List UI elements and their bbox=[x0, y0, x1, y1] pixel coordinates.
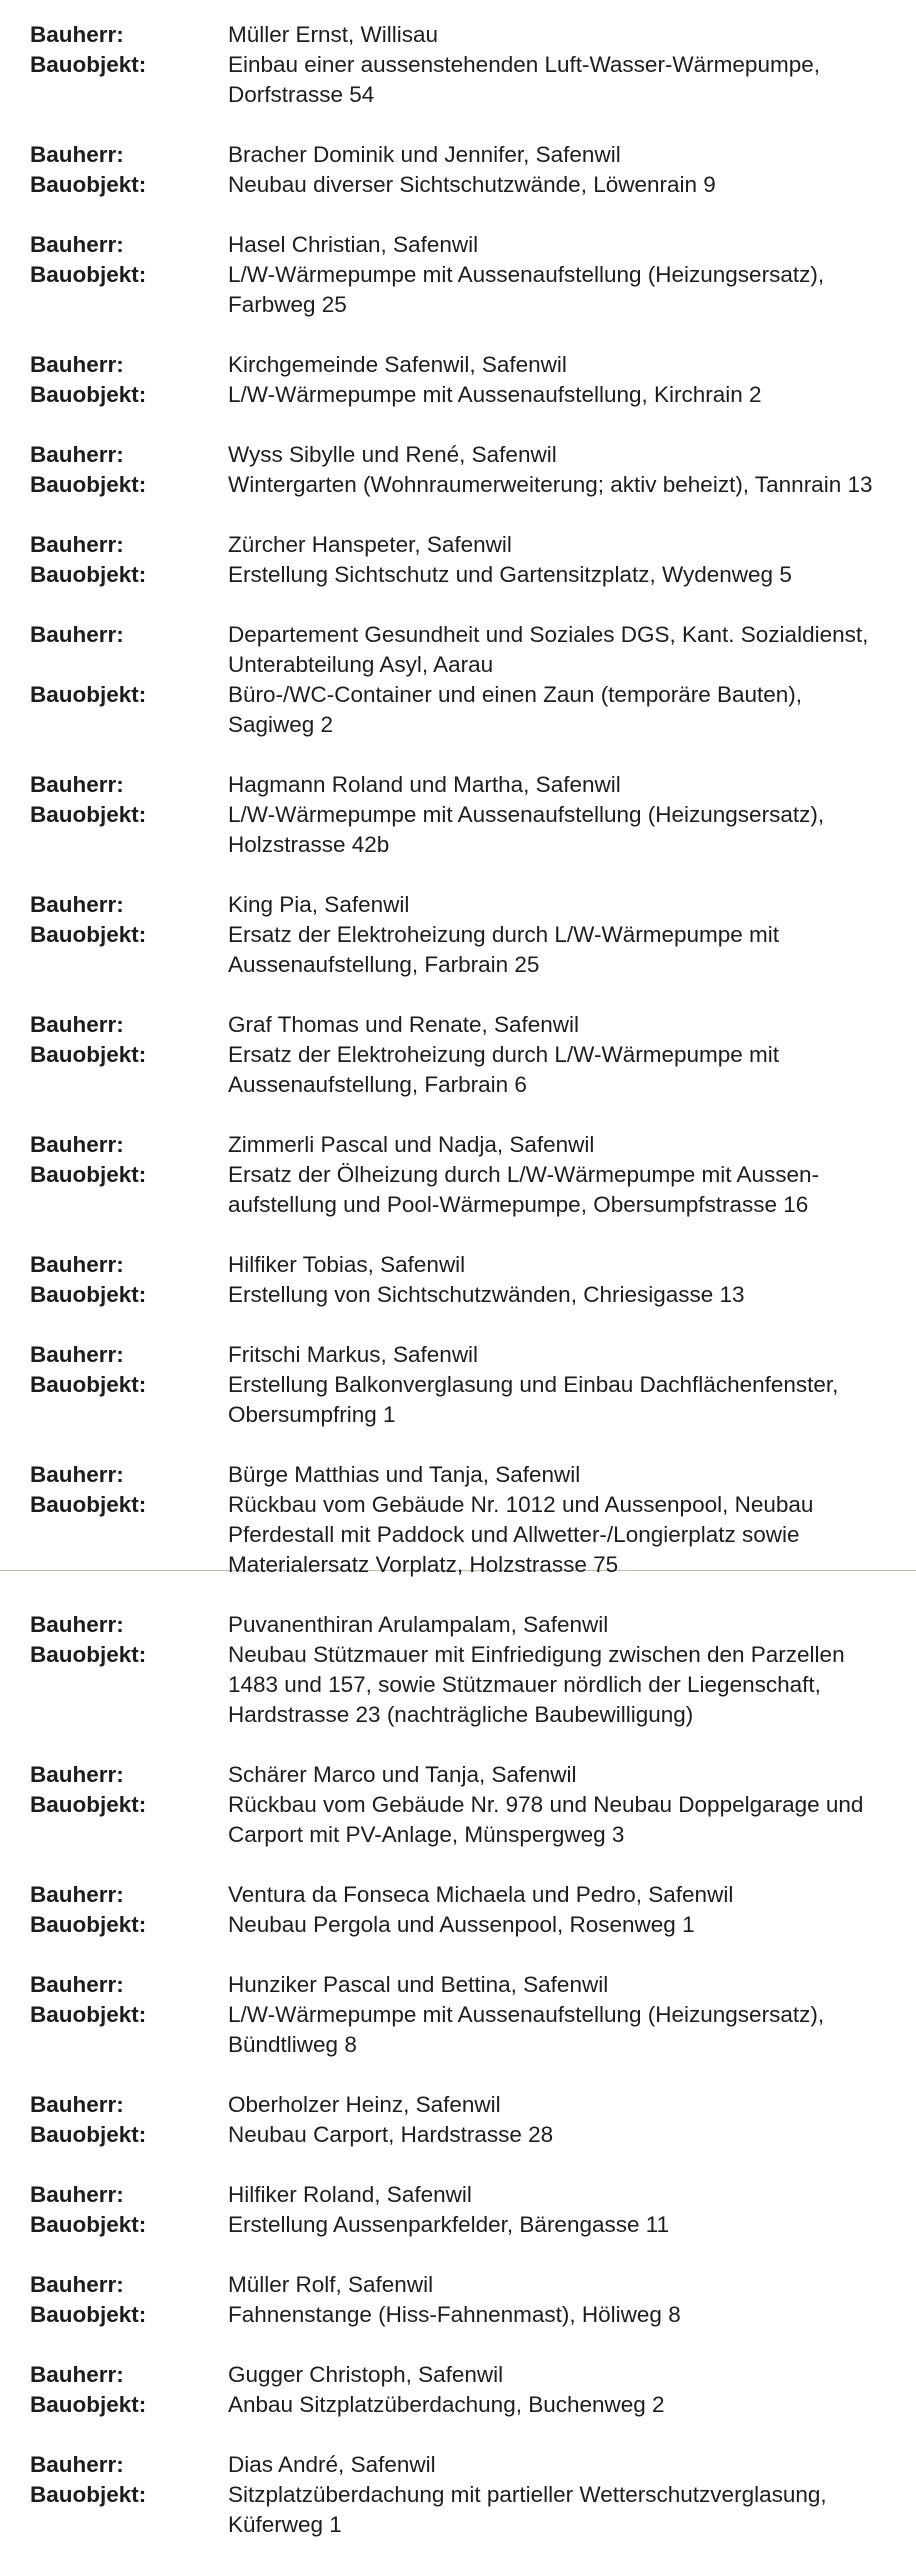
object-value: Erstellung Sichtschutz und Gartensitzplatz, Wydenweg 5 bbox=[228, 562, 792, 587]
permit-entry bbox=[0, 1340, 916, 1430]
object-row bbox=[0, 170, 916, 200]
owner-row bbox=[0, 1340, 916, 1370]
owner-row bbox=[0, 2090, 916, 2120]
permit-entry bbox=[0, 1460, 916, 1580]
owner-label: Bauherr: bbox=[30, 1762, 124, 1787]
owner-value: Hilfiker Tobias, Safenwil bbox=[228, 1252, 466, 1277]
object-value: Erstellung Balkonverglasung und Einbau Dachflächenfenster, Obersumpfring 1 bbox=[228, 1372, 839, 1427]
owner-value: Ventura da Fonseca Michaela und Pedro, Safenwil bbox=[228, 1882, 734, 1907]
object-label: Bauobjekt: bbox=[30, 2302, 147, 2327]
owner-row bbox=[0, 1250, 916, 1280]
object-label: Bauobjekt: bbox=[30, 1642, 147, 1667]
owner-value: Departement Gesundheit und Soziales DGS, Kant. Sozialdienst, Unterabteilung Asyl, Aarau bbox=[228, 622, 869, 677]
owner-value: Schärer Marco und Tanja, Safenwil bbox=[228, 1762, 577, 1787]
permit-entry bbox=[0, 890, 916, 980]
owner-value: Gugger Christoph, Safenwil bbox=[228, 2362, 504, 2387]
owner-label: Bauherr: bbox=[30, 1012, 124, 1037]
permit-entry bbox=[0, 230, 916, 320]
object-label: Bauobjekt: bbox=[30, 2212, 147, 2237]
owner-label: Bauherr: bbox=[30, 1972, 124, 1997]
object-value: Rückbau vom Gebäude Nr. 1012 und Aussenpool, Neubau Pferdestall mit Paddock und Allwetter-/Longierplatz sowie Materialersatz Vorplatz, Holzstrasse 75 bbox=[228, 1492, 814, 1577]
object-label: Bauobjekt: bbox=[30, 922, 147, 947]
permit-entry bbox=[0, 1760, 916, 1850]
owner-label: Bauherr: bbox=[30, 2272, 124, 2297]
object-row bbox=[0, 260, 916, 320]
object-label: Bauobjekt: bbox=[30, 1492, 147, 1517]
object-row bbox=[0, 680, 916, 740]
owner-value: Hagmann Roland und Martha, Safenwil bbox=[228, 772, 621, 797]
owner-value: Müller Rolf, Safenwil bbox=[228, 2272, 434, 2297]
object-row bbox=[0, 560, 916, 590]
object-row bbox=[0, 2480, 916, 2540]
owner-label: Bauherr: bbox=[30, 622, 124, 647]
object-row bbox=[0, 1370, 916, 1430]
owner-label: Bauherr: bbox=[30, 142, 124, 167]
owner-row bbox=[0, 620, 916, 680]
permit-entry bbox=[0, 350, 916, 410]
object-row bbox=[0, 2300, 916, 2330]
owner-row bbox=[0, 1460, 916, 1490]
permit-entry bbox=[0, 2270, 916, 2330]
owner-label: Bauherr: bbox=[30, 1462, 124, 1487]
object-value: Fahnenstange (Hiss-Fahnenmast), Höliweg 8 bbox=[228, 2302, 681, 2327]
object-value: Ersatz der Elektroheizung durch L/W-Wärmepumpe mit Aussenaufstellung, Farbrain 25 bbox=[228, 922, 780, 977]
object-row bbox=[0, 920, 916, 980]
object-label: Bauobjekt: bbox=[30, 472, 147, 497]
owner-value: Zimmerli Pascal und Nadja, Safenwil bbox=[228, 1132, 595, 1157]
owner-row bbox=[0, 20, 916, 50]
permit-entry bbox=[0, 140, 916, 200]
permit-entry bbox=[0, 2180, 916, 2240]
owner-label: Bauherr: bbox=[30, 2452, 124, 2477]
permit-entry bbox=[0, 2360, 916, 2420]
object-value: L/W-Wärmepumpe mit Aussenaufstellung (Heizungsersatz), Bündtliweg 8 bbox=[228, 2002, 825, 2057]
object-label: Bauobjekt: bbox=[30, 1282, 147, 1307]
object-row bbox=[0, 470, 916, 500]
permit-entry bbox=[0, 1880, 916, 1940]
owner-value: Wyss Sibylle und René, Safenwil bbox=[228, 442, 557, 467]
owner-label: Bauherr: bbox=[30, 2362, 124, 2387]
owner-row bbox=[0, 1880, 916, 1910]
object-row bbox=[0, 1790, 916, 1850]
permit-entry bbox=[0, 1250, 916, 1310]
object-value: Neubau diverser Sichtschutzwände, Löwenrain 9 bbox=[228, 172, 716, 197]
owner-value: Graf Thomas und Renate, Safenwil bbox=[228, 1012, 580, 1037]
object-value: L/W-Wärmepumpe mit Aussenaufstellung (Heizungsersatz), Holzstrasse 42b bbox=[228, 802, 825, 857]
object-label: Bauobjekt: bbox=[30, 52, 147, 77]
permit-entry bbox=[0, 20, 916, 110]
owner-value: Puvanenthiran Arulampalam, Safenwil bbox=[228, 1612, 609, 1637]
owner-row bbox=[0, 230, 916, 260]
permit-entry bbox=[0, 530, 916, 590]
permit-entry bbox=[0, 440, 916, 500]
owner-value: Hasel Christian, Safenwil bbox=[228, 232, 479, 257]
object-label: Bauobjekt: bbox=[30, 1372, 147, 1397]
object-row bbox=[0, 2000, 916, 2060]
owner-value: Oberholzer Heinz, Safenwil bbox=[228, 2092, 501, 2117]
permit-entry bbox=[0, 2450, 916, 2540]
permit-entry bbox=[0, 620, 916, 740]
object-value: Wintergarten (Wohnraumerweiterung; aktiv beheizt), Tannrain 13 bbox=[228, 472, 873, 497]
owner-row bbox=[0, 350, 916, 380]
owner-label: Bauherr: bbox=[30, 1882, 124, 1907]
owner-label: Bauherr: bbox=[30, 532, 124, 557]
owner-label: Bauherr: bbox=[30, 442, 124, 467]
object-label: Bauobjekt: bbox=[30, 382, 147, 407]
owner-row bbox=[0, 1760, 916, 1790]
object-label: Bauobjekt: bbox=[30, 1162, 147, 1187]
owner-value: Zürcher Hanspeter, Safenwil bbox=[228, 532, 512, 557]
object-row bbox=[0, 50, 916, 110]
owner-value: King Pia, Safenwil bbox=[228, 892, 410, 917]
owner-value: Fritschi Markus, Safenwil bbox=[228, 1342, 479, 1367]
object-value: Neubau Carport, Hardstrasse 28 bbox=[228, 2122, 554, 2147]
object-label: Bauobjekt: bbox=[30, 2482, 147, 2507]
permit-entry bbox=[0, 1970, 916, 2060]
owner-value: Hilfiker Roland, Safenwil bbox=[228, 2182, 472, 2207]
object-value: Anbau Sitzplatzüberdachung, Buchenweg 2 bbox=[228, 2392, 665, 2417]
object-value: Erstellung Aussenparkfelder, Bärengasse 11 bbox=[228, 2212, 670, 2237]
owner-value: Müller Ernst, Willisau bbox=[228, 22, 439, 47]
owner-label: Bauherr: bbox=[30, 1612, 124, 1637]
object-label: Bauobjekt: bbox=[30, 1792, 147, 1817]
object-value: Neubau Stützmauer mit Einfriedigung zwischen den Parzellen 1483 und 157, sowie Stützmauer nördlich der Liegenschaft, Hardstrasse 23 (nachträgliche Baubewilligung) bbox=[228, 1642, 845, 1727]
object-row bbox=[0, 1280, 916, 1310]
object-label: Bauobjekt: bbox=[30, 172, 147, 197]
permit-entry bbox=[0, 1610, 916, 1730]
owner-row bbox=[0, 770, 916, 800]
owner-row bbox=[0, 1010, 916, 1040]
owner-value: Dias André, Safenwil bbox=[228, 2452, 436, 2477]
owner-value: Bürge Matthias und Tanja, Safenwil bbox=[228, 1462, 581, 1487]
owner-row bbox=[0, 1970, 916, 2000]
object-row bbox=[0, 800, 916, 860]
object-label: Bauobjekt: bbox=[30, 2002, 147, 2027]
object-label: Bauobjekt: bbox=[30, 1912, 147, 1937]
owner-row bbox=[0, 140, 916, 170]
object-label: Bauobjekt: bbox=[30, 2122, 147, 2147]
permit-entry bbox=[0, 2090, 916, 2150]
object-value: Ersatz der Elektroheizung durch L/W-Wärmepumpe mit Aussenaufstellung, Farbrain 6 bbox=[228, 1042, 780, 1097]
object-value: Erstellung von Sichtschutzwänden, Chriesigasse 13 bbox=[228, 1282, 745, 1307]
owner-row bbox=[0, 440, 916, 470]
owner-row bbox=[0, 2270, 916, 2300]
owner-row bbox=[0, 2450, 916, 2480]
object-value: Rückbau vom Gebäude Nr. 978 und Neubau Doppelgarage und Carport mit PV-Anlage, Münspergweg 3 bbox=[228, 1792, 864, 1847]
object-row bbox=[0, 1640, 916, 1730]
permit-entry bbox=[0, 1130, 916, 1220]
object-row bbox=[0, 1160, 916, 1220]
owner-label: Bauherr: bbox=[30, 1342, 124, 1367]
owner-label: Bauherr: bbox=[30, 22, 124, 47]
owner-value: Hunziker Pascal und Bettina, Safenwil bbox=[228, 1972, 609, 1997]
owner-row bbox=[0, 530, 916, 560]
object-value: L/W-Wärmepumpe mit Aussenaufstellung (Heizungsersatz), Farbweg 25 bbox=[228, 262, 825, 317]
owner-label: Bauherr: bbox=[30, 772, 124, 797]
owner-row bbox=[0, 1610, 916, 1640]
object-value: Einbau einer aussenstehenden Luft-Wasser-Wärmepumpe, Dorfstrasse 54 bbox=[228, 52, 820, 107]
object-label: Bauobjekt: bbox=[30, 2392, 147, 2417]
object-label: Bauobjekt: bbox=[30, 802, 147, 827]
object-row bbox=[0, 2120, 916, 2150]
owner-label: Bauherr: bbox=[30, 352, 124, 377]
object-label: Bauobjekt: bbox=[30, 1042, 147, 1067]
object-row bbox=[0, 380, 916, 410]
owner-label: Bauherr: bbox=[30, 2092, 124, 2117]
owner-label: Bauherr: bbox=[30, 1132, 124, 1157]
object-value: Ersatz der Ölheizung durch L/W-Wärmepumpe mit Aussen- aufstellung und Pool-Wärmepumpe, Obersumpfstrasse 16 bbox=[228, 1162, 820, 1217]
object-row bbox=[0, 1490, 916, 1580]
object-value: Büro-/WC-Container und einen Zaun (temporäre Bauten), Sagiweg 2 bbox=[228, 682, 803, 737]
owner-row bbox=[0, 2180, 916, 2210]
object-value: Sitzplatzüberdachung mit partieller Wetterschutzverglasung, Küferweg 1 bbox=[228, 2482, 827, 2537]
owner-label: Bauherr: bbox=[30, 232, 124, 257]
object-row bbox=[0, 2390, 916, 2420]
owner-value: Kirchgemeinde Safenwil, Safenwil bbox=[228, 352, 567, 377]
permit-entry bbox=[0, 770, 916, 860]
object-row bbox=[0, 1910, 916, 1940]
object-value: L/W-Wärmepumpe mit Aussenaufstellung, Kirchrain 2 bbox=[228, 382, 762, 407]
owner-row bbox=[0, 890, 916, 920]
object-label: Bauobjekt: bbox=[30, 682, 147, 707]
owner-label: Bauherr: bbox=[30, 2182, 124, 2207]
object-value: Neubau Pergola und Aussenpool, Rosenweg 1 bbox=[228, 1912, 695, 1937]
permit-entry bbox=[0, 1010, 916, 1100]
object-row bbox=[0, 2210, 916, 2240]
owner-label: Bauherr: bbox=[30, 1252, 124, 1277]
object-label: Bauobjekt: bbox=[30, 262, 147, 287]
owner-label: Bauherr: bbox=[30, 892, 124, 917]
owner-value: Bracher Dominik und Jennifer, Safenwil bbox=[228, 142, 621, 167]
object-label: Bauobjekt: bbox=[30, 562, 147, 587]
owner-row bbox=[0, 2360, 916, 2390]
object-row bbox=[0, 1040, 916, 1100]
owner-row bbox=[0, 1130, 916, 1160]
